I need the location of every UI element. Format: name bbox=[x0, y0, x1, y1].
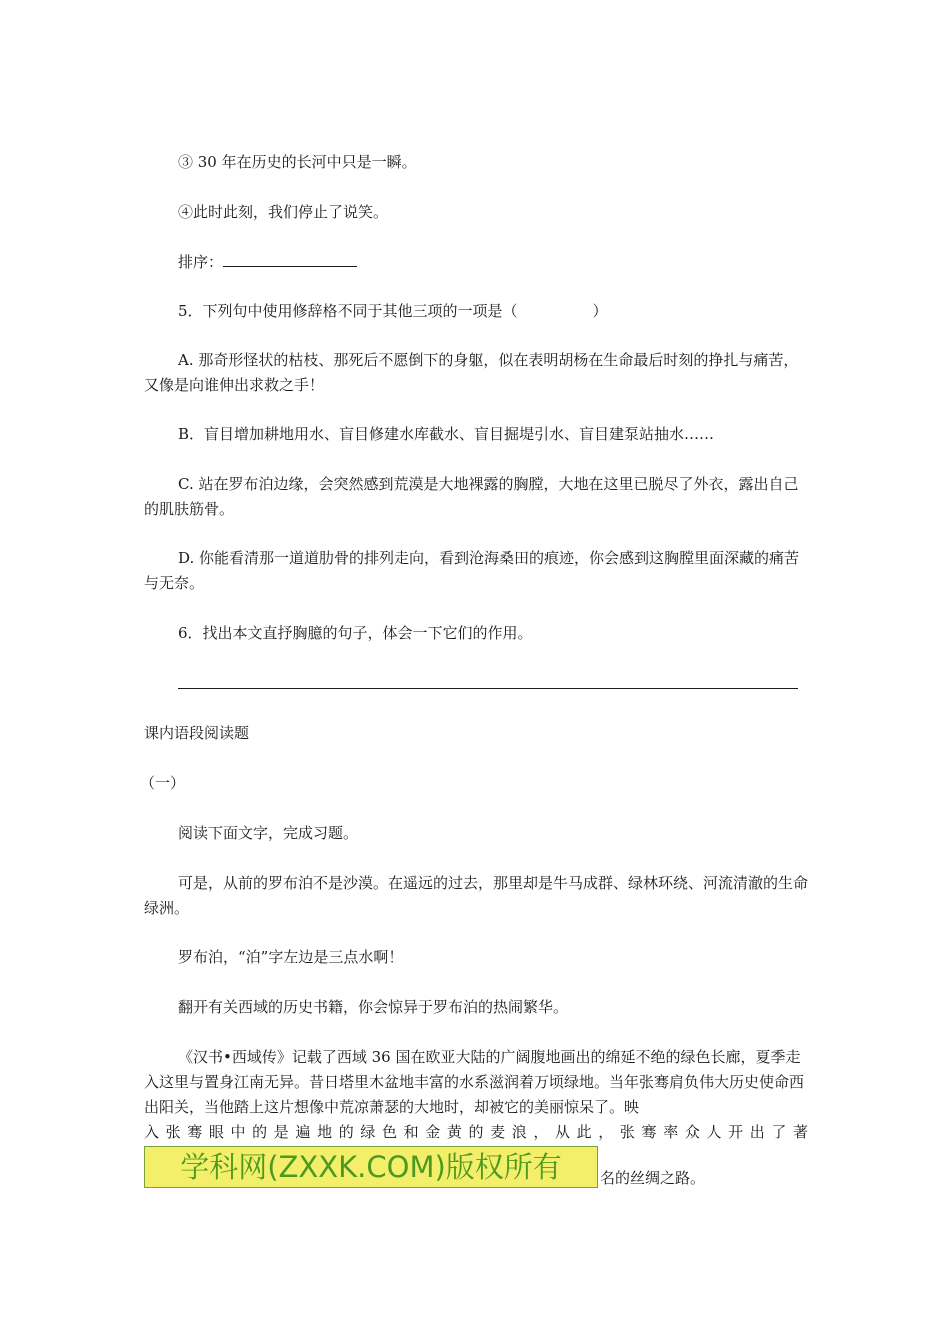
paragraph-2: 罗布泊，“泊”字左边是三点水啊！ bbox=[178, 948, 404, 966]
question-5-option-b: B．盲目增加耕地用水、盲目修建水库截水、盲目掘堤引水、盲目建泵站抽水…… bbox=[178, 425, 715, 443]
list-item-3: ③ 30 年在历史的长河中只是一瞬。 bbox=[178, 153, 417, 171]
watermark-row bbox=[144, 1146, 808, 1188]
paragraph-4-tail: 名的丝绸之路。 bbox=[600, 1169, 706, 1187]
order-answer-blank[interactable] bbox=[223, 252, 357, 267]
question-5-option-a: A. 那奇形怪状的枯枝、那死后不愿倒下的身躯，似在表明胡杨在生命最后时刻的挣扎与痛苦，又像是向谁伸出求救之手！ bbox=[144, 351, 799, 394]
question-6: 6．找出本文直抒胸臆的句子，体会一下它们的作用。 bbox=[178, 624, 533, 642]
question-5: 5．下列句中使用修辞格不同于其他三项的一项是（ ） bbox=[178, 302, 608, 320]
paragraph-1: 可是，从前的罗布泊不是沙漠。在遥远的过去，那里却是牛马成群、绿林环绕、河流清澈的生命绿洲。 bbox=[144, 874, 809, 917]
part-label: （一） bbox=[140, 774, 186, 792]
paragraph-4: 《汉书•西域传》记载了西域 36 国在欧亚大陆的广阔腹地画出的绵延不绝的绿色长廊，夏季走入这里与置身江南无异。昔日塔里木盆地丰富的水系滋润着万顷绿地。当年张骞肩负伟大历史使命西出阳关，当他踏上这片想像中荒凉萧瑟的大地时，却被它的美丽惊呆了。映 bbox=[144, 1048, 805, 1116]
instruction: 阅读下面文字，完成习题。 bbox=[178, 824, 359, 842]
paragraph-4-spread-line: 入张骞眼中的是遍地的绿色和金黄的麦浪，从此，张骞率众人开出了著 bbox=[144, 1123, 808, 1141]
list-item-4: ④此时此刻，我们停止了说笑。 bbox=[178, 203, 389, 221]
answer-line[interactable] bbox=[178, 688, 798, 689]
question-5-option-c: C. 站在罗布泊边缘，会突然感到荒漠是大地裸露的胸膛，大地在这里已脱尽了外衣，露出自己的肌肤筋骨。 bbox=[144, 475, 799, 518]
question-5-option-d: D. 你能看清那一道道肋骨的排列走向，看到沧海桑田的痕迹，你会感到这胸膛里面深藏的痛苦与无奈。 bbox=[144, 549, 800, 592]
order-line bbox=[144, 250, 808, 275]
paragraph-3: 翻开有关西域的历史书籍，你会惊异于罗布泊的热闹繁华。 bbox=[178, 998, 569, 1016]
copyright-watermark: 学科网(ZXXK.COM)版权所有 bbox=[144, 1146, 598, 1188]
section-title: 课内语段阅读题 bbox=[144, 724, 250, 742]
order-label: 排序： bbox=[178, 253, 224, 271]
